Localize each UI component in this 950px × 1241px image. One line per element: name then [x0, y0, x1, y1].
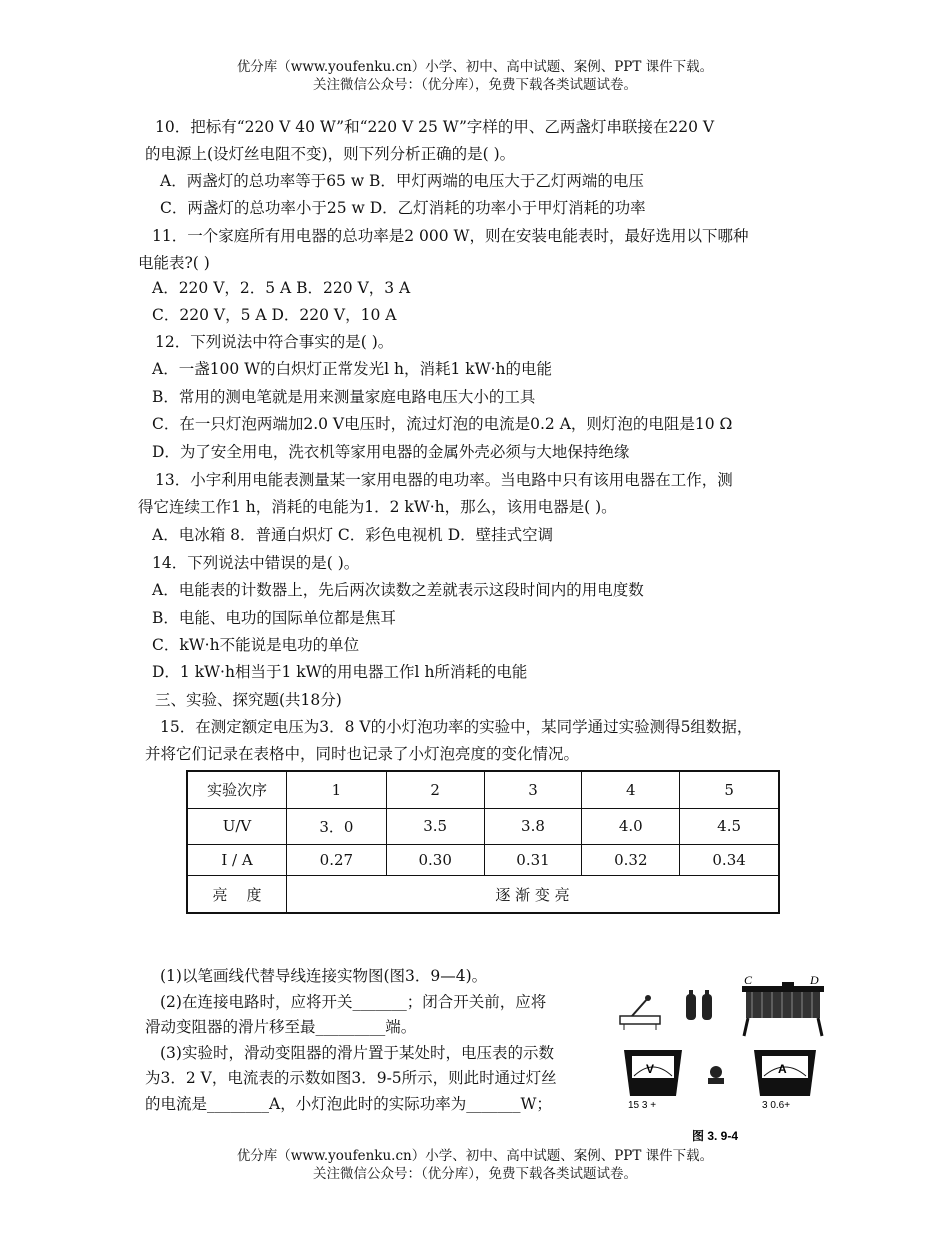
table-cell: 3.8: [484, 808, 582, 844]
switch-icon: [620, 995, 660, 1030]
voltmeter-icon: [624, 1050, 682, 1096]
q14-stem: 14．下列说法中错误的是( )。: [152, 554, 360, 572]
q13-line-2: 得它连续工作1 h，消耗的电能为1．2 kW·h，那么，该用电器是( )。: [138, 498, 617, 516]
table-cell: I / A: [187, 844, 287, 875]
experiment-data-table: [186, 770, 780, 914]
table-cell: 3．0: [287, 808, 387, 844]
q15-line-2: 并将它们记录在表格中，同时也记录了小灯泡亮度的变化情况。: [145, 745, 580, 763]
q14-option-a: A．电能表的计数器上，先后两次读数之差就表示这段时间内的用电度数: [152, 581, 644, 599]
table-cell: U/V: [187, 808, 287, 844]
header-line-2: 关注微信公众号：（优分库），免费下载各类试题试卷。: [313, 77, 637, 93]
footer-line-1: 优分库（www.youfenku.cn）小学、初中、高中试题、案例、PPT 课件下载。: [236, 1148, 714, 1164]
q15-subquestion-3-line-2: 为3．2 V，电流表的示数如图3．9-5所示，则此时通过灯丝: [145, 1069, 557, 1087]
q11-line-2: 电能表?( ): [138, 254, 210, 272]
q10-line-2: 的电源上(设灯丝电阻不变)，则下列分析正确的是( )。: [145, 145, 516, 163]
footer-line-2: 关注微信公众号：（优分库），免费下载各类试题试卷。: [313, 1166, 637, 1182]
q15-line-1: 15．在测定额定电压为3．8 V的小灯泡功率的实验中，某同学通过实验测得5组数据，: [160, 718, 753, 736]
circuit-apparatus-image: [612, 968, 842, 1146]
table-cell: 0.34: [680, 844, 779, 875]
ammeter-terminals: 3 0.6+: [762, 1100, 791, 1111]
q14-option-c: C．kW·h不能说是电功的单位: [152, 636, 360, 654]
q15-subquestion-3-line-1: (3)实验时，滑动变阻器的滑片置于某处时，电压表的示数: [160, 1044, 554, 1062]
q11-options-ab: A．220 V，2．5 A B．220 V，3 A: [152, 279, 411, 297]
q15-subquestion-3-line-3: 的电流是________A，小灯泡此时的实际功率为_______W；: [145, 1095, 552, 1113]
ammeter-icon: [754, 1050, 816, 1096]
q12-option-a: A．一盏100 W的白炽灯正常发光l h，消耗1 kW·h的电能: [152, 360, 553, 378]
table-header-cell: 1: [287, 771, 387, 808]
ammeter-symbol: A: [778, 1062, 787, 1076]
q15-subquestion-2-line-2: 滑动变阻器的滑片移至最_________端。: [145, 1018, 417, 1036]
table-header-cell: 实验次序: [187, 771, 287, 808]
page-header: [0, 58, 950, 94]
rheostat-icon: [742, 982, 824, 1036]
table-cell: 0.27: [287, 844, 387, 875]
table-header-cell: 2: [386, 771, 484, 808]
page-footer: [0, 1147, 950, 1183]
table-cell: 4.0: [582, 808, 680, 844]
table-header-cell: 5: [680, 771, 779, 808]
q15-subquestion-2-line-1: (2)在连接电路时，应将开关_______；闭合开关前，应将: [160, 993, 547, 1011]
label-a: A: [758, 1021, 766, 1035]
battery-icon: [686, 990, 712, 1020]
q10-options-ab: A．两盏灯的总功率等于65 w B．甲灯两端的电压大于乙灯两端的电压: [160, 172, 644, 190]
q12-option-b: B．常用的测电笔就是用来测量家庭电路电压大小的工具: [152, 388, 536, 406]
q11-line-1: 11．一个家庭所有用电器的总功率是2 000 W，则在安装电能表时，最好选用以下哪种: [152, 227, 749, 245]
q13-line-1: 13．小宇利用电能表测量某一家用电器的电功率。当电路中只有该用电器在工作，测: [155, 471, 733, 489]
figure-caption: 图 3. 9-4: [692, 1129, 739, 1143]
q13-options: A．电冰箱 8．普通白炽灯 C．彩色电视机 D．壁挂式空调: [152, 526, 554, 544]
q14-option-d: D．1 kW·h相当于1 kW的用电器工作l h所消耗的电能: [152, 663, 528, 681]
q14-option-b: B．电能、电功的国际单位都是焦耳: [152, 609, 396, 627]
table-row: [187, 771, 779, 808]
q12-stem: 12．下列说法中符合事实的是( )。: [155, 333, 394, 351]
q10-options-cd: C．两盏灯的总功率小于25 w D．乙灯消耗的功率小于甲灯消耗的功率: [160, 199, 646, 217]
table-cell: 4.5: [680, 808, 779, 844]
table-cell: 0.31: [484, 844, 582, 875]
section-three-heading: 三、实验、探究题(共18分): [155, 691, 342, 709]
circuit-figure: [612, 968, 842, 1146]
table-cell: 逐 渐 变 亮: [287, 876, 780, 913]
q15-subquestion-1: (1)以笔画线代替导线连接实物图(图3．9—4)。: [160, 967, 488, 985]
q10-line-1: 10．把标有“220 V 40 W”和“220 V 25 W”字样的甲、乙两盏灯串联接在220 V: [155, 118, 715, 136]
table-header-cell: 3: [484, 771, 582, 808]
voltmeter-terminals: 15 3 +: [628, 1100, 657, 1111]
table-row: [187, 876, 779, 913]
header-line-1: 优分库（www.youfenku.cn）小学、初中、高中试题、案例、PPT 课件下载。: [236, 59, 714, 75]
table-header-cell: 4: [582, 771, 680, 808]
table-cell: 0.32: [582, 844, 680, 875]
lightbulb-icon: [708, 1066, 724, 1084]
label-b: B: [796, 1021, 804, 1035]
table-row: [187, 844, 779, 875]
q12-option-c: C．在一只灯泡两端加2.0 V电压时，流过灯泡的电流是0.2 A，则灯泡的电阻是10 Ω: [152, 415, 733, 433]
table-cell: 亮 度: [187, 876, 287, 913]
q12-option-d: D．为了安全用电，洗衣机等家用电器的金属外壳必须与大地保持绝缘: [152, 443, 630, 461]
table-cell: 3.5: [386, 808, 484, 844]
table-row: [187, 808, 779, 844]
q11-options-cd: C．220 V，5 A D．220 V，10 A: [152, 306, 397, 324]
voltmeter-symbol: V: [646, 1062, 655, 1076]
label-d: D: [810, 973, 819, 987]
label-c: C: [744, 973, 753, 987]
table-cell: 0.30: [386, 844, 484, 875]
